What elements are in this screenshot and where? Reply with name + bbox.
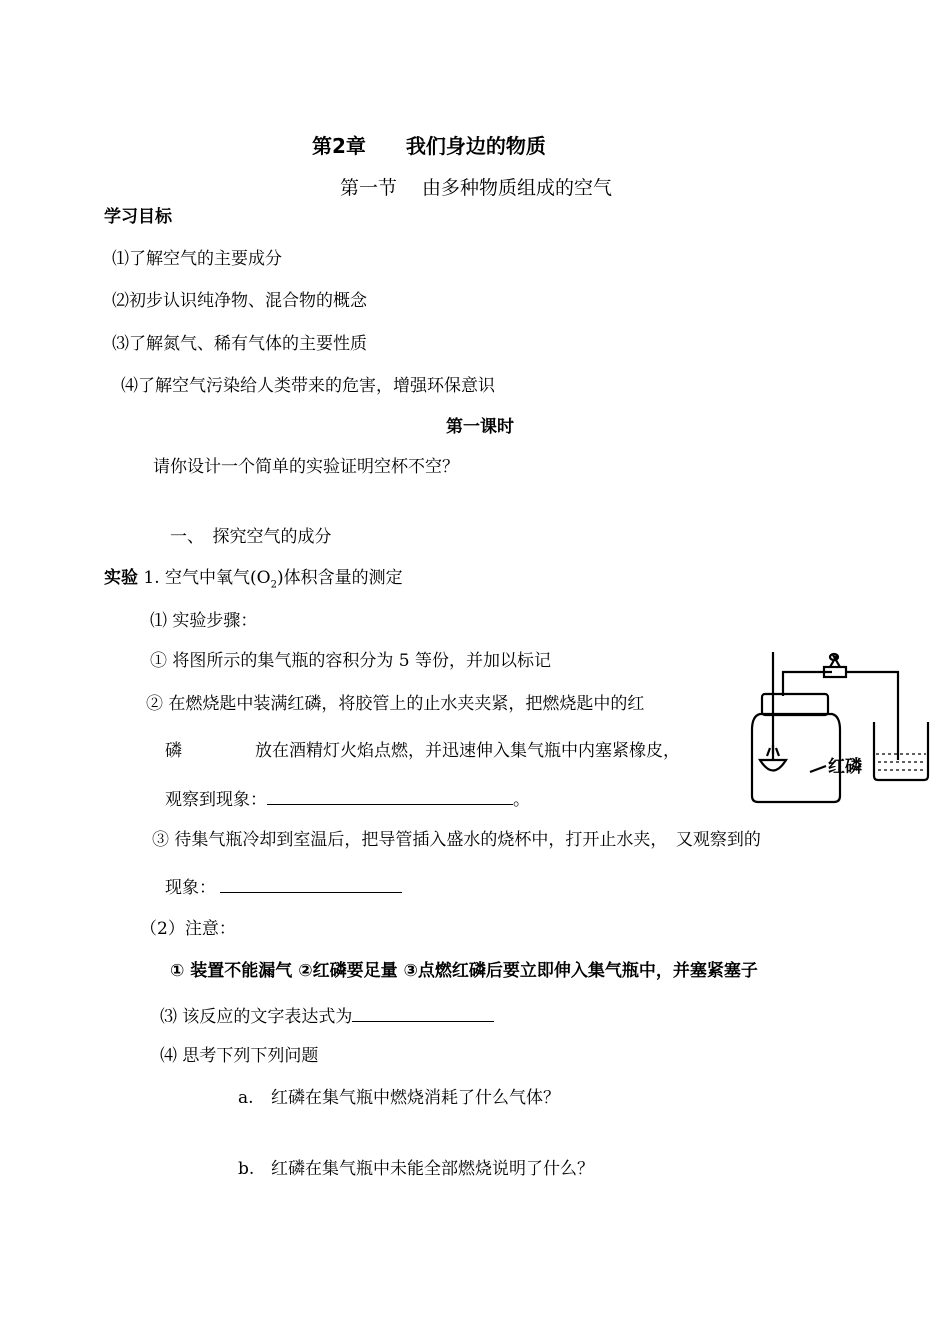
notes-list: ① 装置不能漏气 ②红磷要足量 ③点燃红磷后要立即伸入集气瓶中，并塞紧塞子: [170, 961, 758, 981]
objective-item: ⑴了解空气的主要成分: [112, 249, 282, 269]
question-4: ⑷ 思考下列下列问题: [160, 1046, 319, 1066]
observe-label: 观察到现象：: [165, 790, 267, 810]
experiment-label: 实验: [104, 568, 138, 588]
experiment-title-suffix: )体积含量的测定: [276, 568, 403, 588]
step-2-line-2-rest: 放在酒精灯火焰点燃，并迅速伸入集气瓶中内塞紧橡皮，: [255, 741, 680, 761]
phenomenon-label: 现象：: [165, 878, 216, 898]
part-one-heading: 一、 探究空气的成分: [170, 527, 332, 547]
question-a-label: a.: [238, 1088, 254, 1108]
experiment-title-prefix: 1. 空气中氧气(: [143, 568, 257, 588]
answer-blank[interactable]: [352, 1003, 494, 1022]
question-a-text: 红磷在集气瓶中燃烧消耗了什么气体？: [271, 1088, 560, 1108]
formula-subscript: 2: [270, 579, 277, 591]
notes-heading: （2）注意：: [140, 919, 236, 939]
experiment-title: [104, 567, 403, 596]
objective-item: ⑶了解氮气、稀有气体的主要性质: [112, 334, 367, 354]
clamp-icon: [830, 654, 840, 667]
pointer-line: [810, 766, 826, 772]
step-3-line-1: ③ 待集气瓶冷却到室温后，把导管插入盛水的烧杯中，打开止水夹， 又观察到的: [152, 830, 761, 850]
figure-label: 红磷: [828, 757, 862, 777]
period: 。: [513, 790, 530, 810]
step-1: ① 将图所示的集气瓶的容积分为 5 等份，并加以标记: [150, 651, 552, 671]
section-title: 第一节 由多种物质组成的空气: [340, 177, 613, 199]
question-b-label: b.: [238, 1159, 255, 1179]
answer-blank[interactable]: [220, 874, 402, 893]
gas-jar: [752, 714, 840, 802]
combustion-spoon: [760, 760, 786, 771]
answer-blank[interactable]: [267, 786, 513, 805]
objectives-heading: 学习目标: [104, 207, 172, 227]
chapter-title: 第2章 我们身边的物质: [312, 134, 546, 158]
objective-item: ⑷了解空气污染给人类带来的危害，增强环保意识: [121, 376, 495, 396]
intro-question: 请你设计一个简单的实验证明空杯不空？: [153, 457, 459, 477]
step-2-line-2-start: 磷: [165, 741, 182, 761]
question-3-text: ⑶ 该反应的文字表达式为: [160, 1007, 353, 1027]
formula-symbol: O: [256, 568, 271, 588]
step-2-line-1: ② 在燃烧匙中装满红磷，将胶管上的止水夹夹紧，把燃烧匙中的红: [146, 694, 645, 714]
beaker: [874, 722, 928, 780]
step-2-observe: [165, 786, 530, 811]
apparatus-diagram: [738, 648, 934, 806]
objective-item: ⑵初步认识纯净物、混合物的概念: [112, 291, 367, 311]
lesson-title: 第一课时: [446, 417, 514, 437]
step-3-line-2: [165, 874, 402, 899]
question-3: [160, 1003, 494, 1028]
question-b-text: 红磷在集气瓶中未能全部燃烧说明了什么？: [271, 1159, 594, 1179]
delivery-tube: [846, 672, 898, 760]
steps-heading: ⑴ 实验步骤：: [150, 611, 258, 631]
